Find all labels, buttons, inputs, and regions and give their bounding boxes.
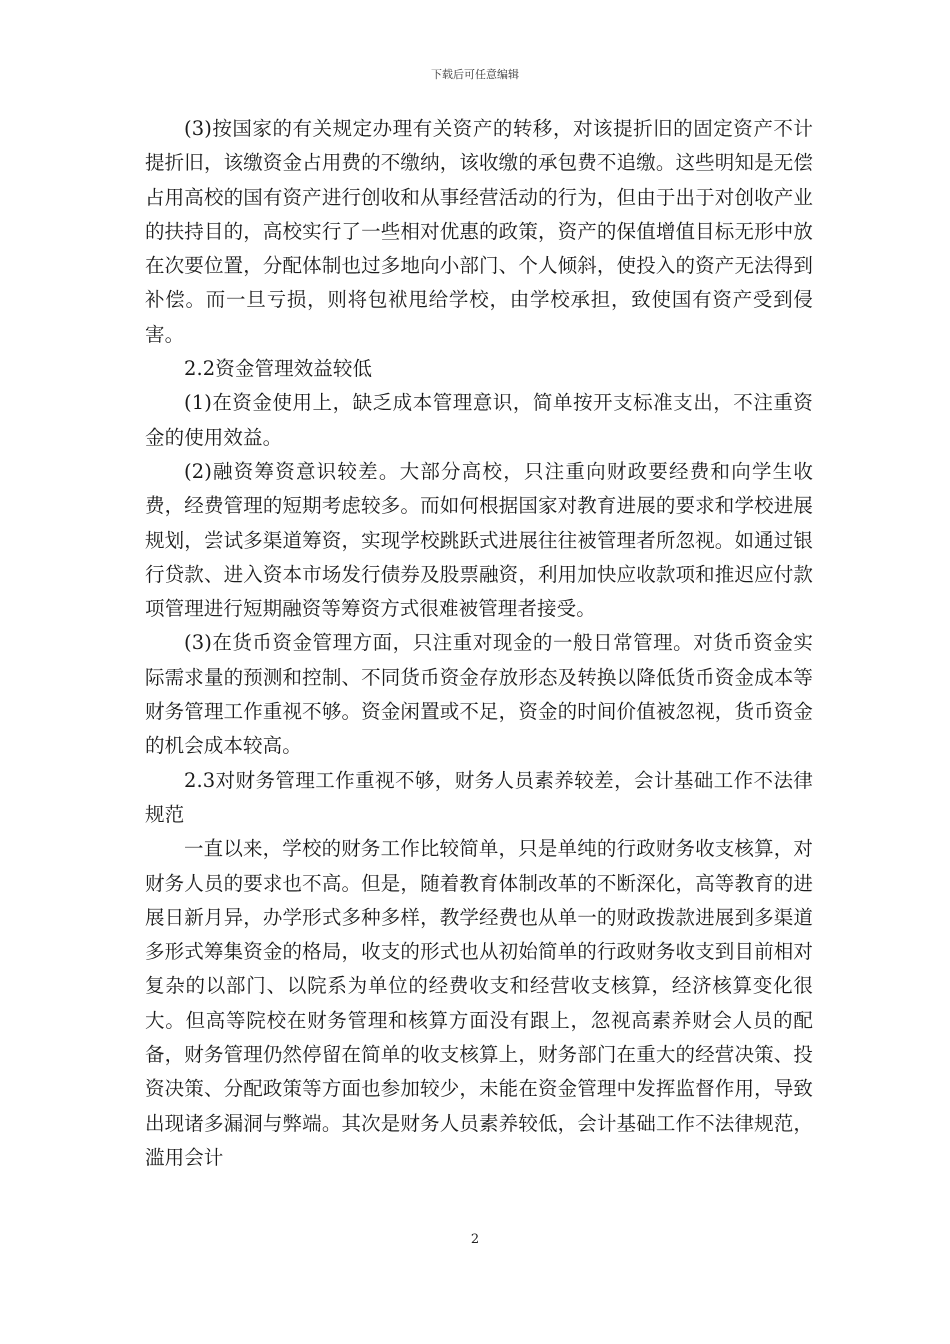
page-number: 2 — [470, 1232, 480, 1247]
document-body — [145, 112, 813, 1175]
section-heading-2-2: 2.2资金管理效益较低 — [184, 357, 373, 381]
paragraph-financing: (2)融资筹资意识较差。大部分高校，只注重向财政要经费和向学生收费，经费管理的短期考虑较多。而如何根据国家对教育进展的要求和学校进展规划，尝试多渠道筹资，实现学校跳跃式进展往往被管理者所忽视。如通过银行贷款、进入资本市场发行债券及股票融资，利用加快应收款项和推迟应付款项管理进行短期融资等筹资方式很难被管理者接受。 — [145, 459, 813, 621]
paragraph-asset-transfer: (3)按国家的有关规定办理有关资产的转移，对该提折旧的固定资产不计提折旧，该缴资金占用费的不缴纳，该收缴的承包费不追缴。这些明知是无偿占用高校的国有资产进行创收和从事经营活动的行为，但由于出于对创收产业的扶持目的，高校实行了一些相对优惠的政策，资产的保值增值目标无形中放在次要位置，分配体制也过多地向小部门、个人倾斜，使投入的资产无法得到补偿。而一旦亏损，则将包袱甩给学校，由学校承担，致使国有资产受到侵害。 — [145, 117, 813, 346]
paragraph-finance-staff: 一直以来，学校的财务工作比较简单，只是单纯的行政财务收支核算，对财务人员的要求也不高。但是，随着教育体制改革的不断深化，高等教育的进展日新月异，办学形式多种多样，教学经费也从单一的财政拨款进展到多渠道多形式筹集资金的格局，收支的形式也从初始简单的行政财务收支到目前相对复杂的以部门、以院系为单位的经费收支和经营收支核算，经济核算变化很大。但高等院校在财务管理和核算方面没有跟上，忽视高素养财会人员的配备，财务管理仍然停留在简单的收支核算上，财务部门在重大的经营决策、投资决策、分配政策等方面也参加较少，未能在资金管理中发挥监督作用，导致出现诸多漏洞与弊端。其次是财务人员素养较低，会计基础工作不法律规范，滥用会计 — [145, 837, 813, 1169]
paragraph-fund-usage: (1)在资金使用上，缺乏成本管理意识，简单按开支标准支出，不注重资金的使用效益。 — [145, 391, 813, 449]
section-heading-2-3: 2.3对财务管理工作重视不够，财务人员素养较差，会计基础工作不法律规范 — [145, 768, 813, 826]
page-header: 下载后可任意编辑 — [431, 68, 519, 81]
paragraph-cash-management: (3)在货币资金管理方面，只注重对现金的一般日常管理。对货币资金实际需求量的预测和控制、不同货币资金存放形态及转换以降低货币资金成本等财务管理工作重视不够。资金闲置或不足，资金的时间价值被忽视，货币资金的机会成本较高。 — [145, 631, 813, 758]
